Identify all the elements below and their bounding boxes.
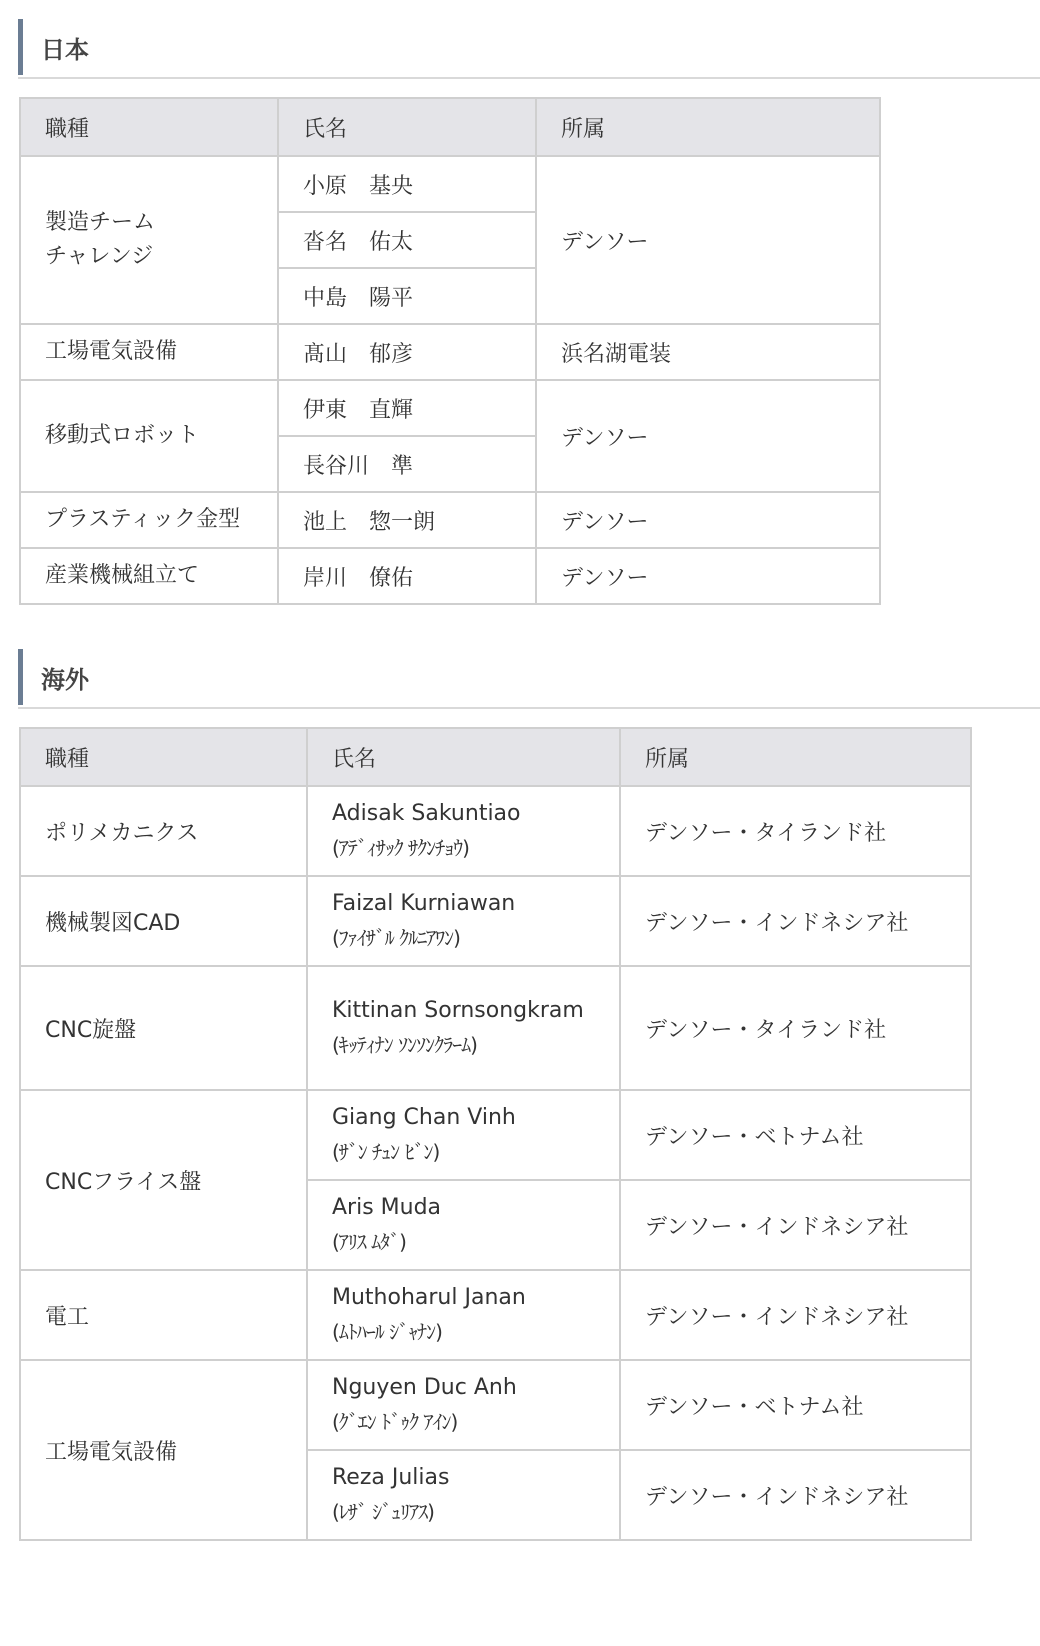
affiliation-cell: デンソー <box>536 156 880 324</box>
name-cell <box>307 1270 620 1360</box>
table-header-row <box>20 728 971 786</box>
job-label: 製造チーム <box>45 210 156 235</box>
section-title-japan: 日本 <box>41 35 89 64</box>
name-cell <box>307 1360 620 1450</box>
header-affiliation: 所属 <box>620 728 971 786</box>
person-name-kana: (ｻﾞﾝ ﾁｭﾝ ﾋﾞﾝ) <box>332 1140 440 1164</box>
person-name-kana: (ｱﾃﾞｨｻｯｸ ｻｸﾝﾁｮｳ) <box>332 836 469 860</box>
job-cell: CNC旋盤 <box>20 966 307 1090</box>
name-cell: 小原 基央 <box>278 156 536 212</box>
table-row <box>20 876 971 966</box>
table-row <box>20 1270 971 1360</box>
name-cell: 池上 惣一朗 <box>278 492 536 548</box>
japan-roster-table <box>19 97 881 605</box>
name-cell: 沓名 佑太 <box>278 212 536 268</box>
table-row <box>20 156 880 212</box>
affiliation-cell: デンソー・インドネシア社 <box>620 1180 971 1270</box>
person-name: Kittinan Sornsongkram <box>332 998 584 1023</box>
section-heading-japan <box>18 19 1040 75</box>
job-cell: 機械製図CAD <box>20 876 307 966</box>
job-cell <box>20 548 278 604</box>
affiliation-cell: デンソー・インドネシア社 <box>620 1270 971 1360</box>
affiliation-cell: 浜名湖電装 <box>536 324 880 380</box>
table-header-row <box>20 98 880 156</box>
name-cell <box>307 1090 620 1180</box>
table-row <box>20 324 880 380</box>
job-cell <box>20 324 278 380</box>
job-label: 移動式ロボット <box>45 423 200 448</box>
header-job: 職種 <box>20 728 307 786</box>
job-cell <box>20 492 278 548</box>
name-cell <box>307 966 620 1090</box>
affiliation-cell: デンソー・タイランド社 <box>620 966 971 1090</box>
section-title-overseas: 海外 <box>41 665 89 694</box>
name-cell: 髙山 郁彦 <box>278 324 536 380</box>
name-cell: 長谷川 準 <box>278 436 536 492</box>
table-row <box>20 380 880 436</box>
table-row <box>20 786 971 876</box>
table-row <box>20 492 880 548</box>
name-cell <box>307 1180 620 1270</box>
person-name: Muthoharul Janan <box>332 1285 526 1310</box>
job-cell: ポリメカニクス <box>20 786 307 876</box>
affiliation-cell: デンソー・タイランド社 <box>620 786 971 876</box>
person-name: Faizal Kurniawan <box>332 891 516 916</box>
affiliation-cell: デンソー <box>536 380 880 492</box>
overseas-roster-table <box>19 727 972 1541</box>
job-label: チャレンジ <box>45 244 154 269</box>
person-name-kana: (ﾑﾄﾊｰﾙ ｼﾞｬﾅﾝ) <box>332 1320 442 1344</box>
person-name: Giang Chan Vinh <box>332 1105 516 1130</box>
affiliation-cell: デンソー・ベトナム社 <box>620 1360 971 1450</box>
table-row <box>20 1090 971 1180</box>
job-cell <box>20 380 278 492</box>
job-label: 産業機械組立て <box>45 563 200 588</box>
person-name-kana: (ﾌｧｲｻﾞﾙ ｸﾙﾆｱﾜﾝ) <box>332 926 460 950</box>
job-cell: CNCフライス盤 <box>20 1090 307 1270</box>
person-name-kana: (ｷｯﾃｨﾅﾝ ｿﾝｿﾝｸﾗｰﾑ) <box>332 1033 477 1057</box>
name-cell: 中島 陽平 <box>278 268 536 324</box>
section-heading-overseas <box>18 649 1040 705</box>
person-name: Adisak Sakuntiao <box>332 801 521 826</box>
header-name: 氏名 <box>307 728 620 786</box>
person-name-kana: (ｸﾞｴﾝ ﾄﾞｩｸ ｱｲﾝ) <box>332 1410 458 1434</box>
affiliation-cell: デンソー・ベトナム社 <box>620 1090 971 1180</box>
job-label: 工場電気設備 <box>45 339 178 364</box>
job-cell: 工場電気設備 <box>20 1360 307 1540</box>
name-cell: 岸川 僚佑 <box>278 548 536 604</box>
name-cell <box>307 1450 620 1540</box>
table-row <box>20 966 971 1090</box>
name-cell: 伊東 直輝 <box>278 380 536 436</box>
person-name: Nguyen Duc Anh <box>332 1375 517 1400</box>
affiliation-cell: デンソー <box>536 548 880 604</box>
person-name-kana: (ｱﾘｽ ﾑﾀﾞ) <box>332 1230 406 1254</box>
person-name: Reza Julias <box>332 1465 450 1490</box>
affiliation-cell: デンソー・インドネシア社 <box>620 1450 971 1540</box>
header-affiliation: 所属 <box>536 98 880 156</box>
job-cell <box>20 156 278 324</box>
affiliation-cell: デンソー・インドネシア社 <box>620 876 971 966</box>
header-name: 氏名 <box>278 98 536 156</box>
person-name-kana: (ﾚｻﾞ ｼﾞｭﾘｱｽ) <box>332 1500 434 1524</box>
name-cell <box>307 786 620 876</box>
header-job: 職種 <box>20 98 278 156</box>
name-cell <box>307 876 620 966</box>
table-row <box>20 548 880 604</box>
person-name: Aris Muda <box>332 1195 442 1220</box>
table-row <box>20 1360 971 1450</box>
job-label: プラスティック金型 <box>45 507 241 532</box>
job-cell: 電工 <box>20 1270 307 1360</box>
affiliation-cell: デンソー <box>536 492 880 548</box>
